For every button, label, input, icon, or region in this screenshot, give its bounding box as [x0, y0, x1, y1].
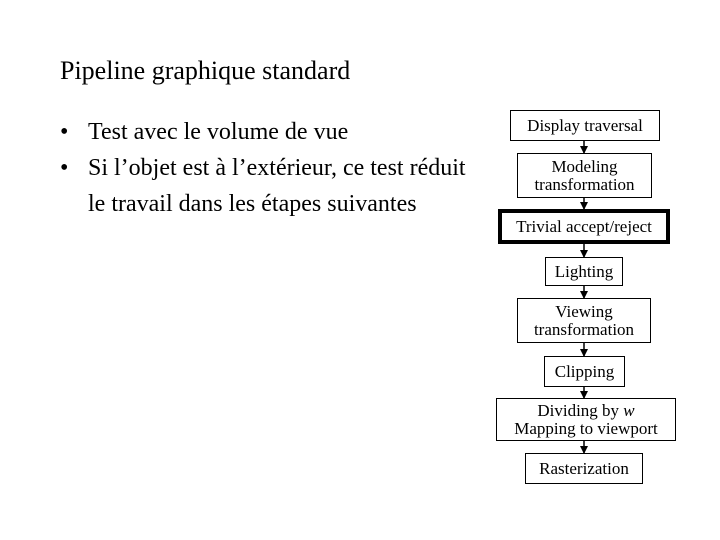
stage-label-variable: w: [623, 400, 635, 420]
bullet-dot: •: [60, 155, 69, 181]
stage-display-traversal: [510, 110, 660, 141]
stage-label: Clipping: [554, 361, 615, 381]
stage-label: Viewing: [555, 301, 613, 321]
stage-label: Display traversal: [527, 115, 643, 135]
stage-clipping: [544, 356, 625, 387]
stage-label: Rasterization: [539, 458, 629, 478]
stage-trivial-accept-reject: [498, 209, 670, 244]
stage-rasterization: [525, 453, 643, 484]
stage-dividing-mapping: [496, 398, 676, 441]
stage-label: Mapping to viewport: [514, 418, 658, 438]
stage-label: transformation: [534, 174, 635, 194]
stage-viewing-transformation: [517, 298, 651, 343]
bullet-dot: •: [60, 119, 69, 145]
bullet-text: Test avec le volume de vue: [88, 119, 349, 145]
slide-title: Pipeline graphique standard: [60, 56, 351, 85]
stage-modeling-transformation: [517, 153, 652, 198]
stage-lighting: [545, 257, 623, 286]
stage-label: Lighting: [554, 261, 614, 281]
stage-label: [537, 402, 634, 420]
stage-label: Trivial accept/reject: [516, 216, 652, 236]
stage-label: Modeling: [551, 156, 618, 176]
bullet-text: Si l’objet est à l’extérieur, ce test réduit le travail dans les étapes suivantes: [88, 155, 466, 217]
stage-label-part: Dividing by: [537, 400, 624, 420]
stage-label: transformation: [533, 319, 635, 339]
